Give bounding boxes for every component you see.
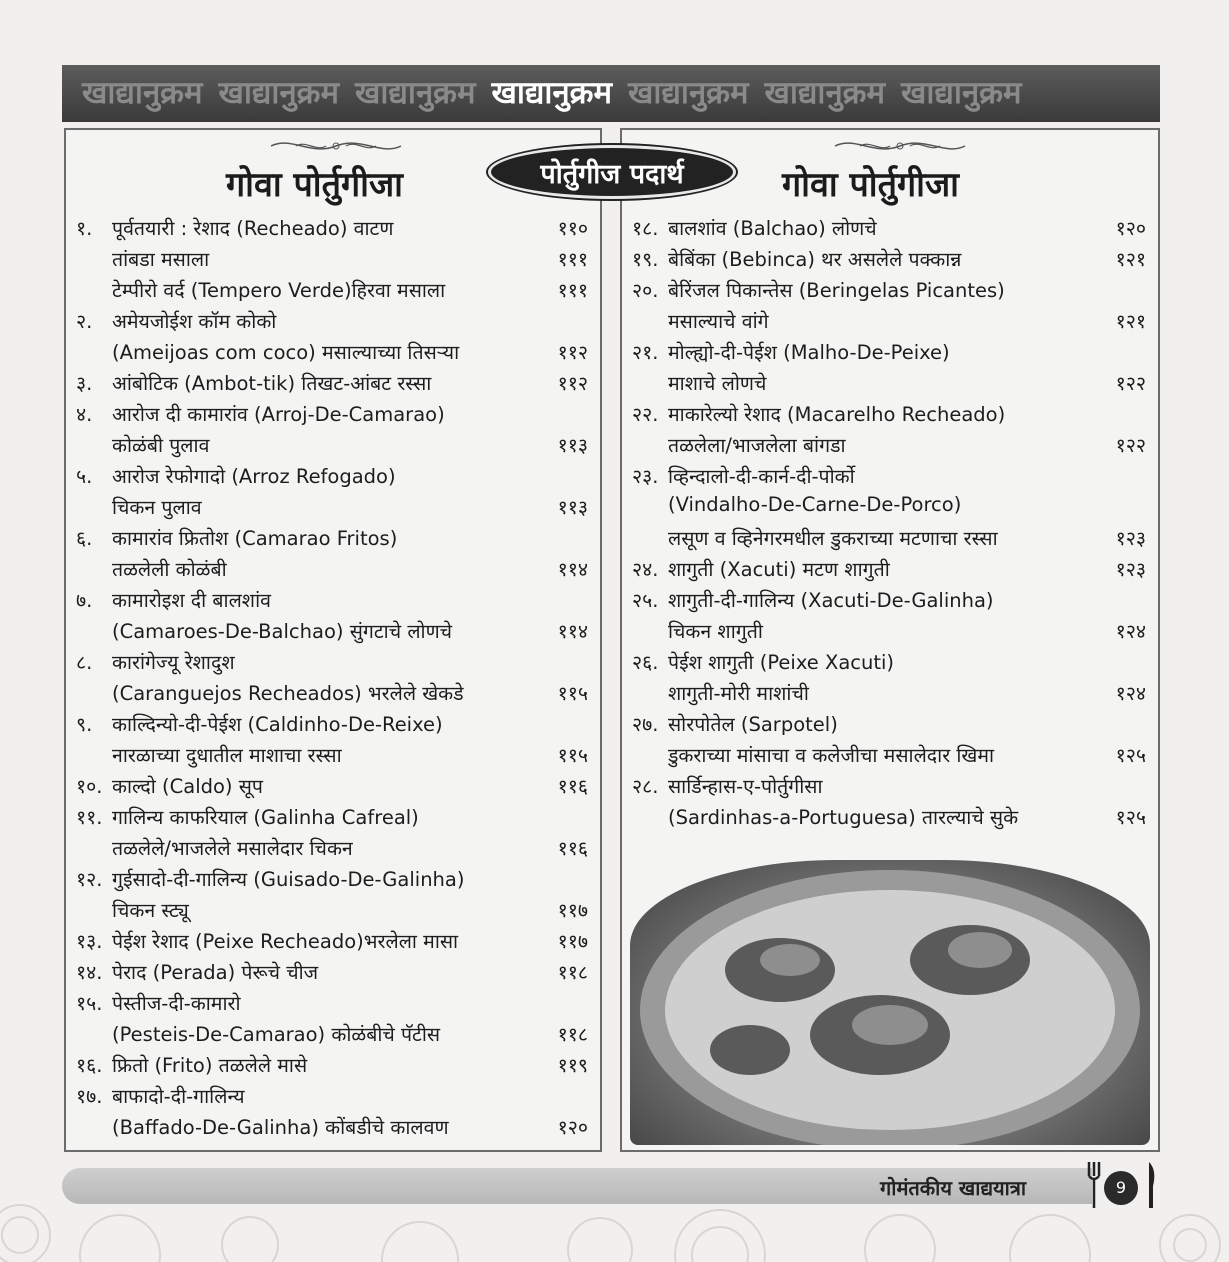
recipe-number: १४. <box>76 961 103 984</box>
recipe-name: शागुती-दी-गालिन्य (Xacuti-De-Galinha) <box>668 589 994 612</box>
recipe-page-number: १२५ <box>1115 744 1146 767</box>
recipe-row <box>632 617 1146 648</box>
recipe-page-number: ११४ <box>557 558 588 581</box>
recipe-row <box>76 958 588 989</box>
recipe-page-number: १२१ <box>1115 248 1146 271</box>
recipe-row <box>632 400 1146 431</box>
recipe-name: पेईश रेशाद (Peixe Recheado)भरलेला मासा <box>112 930 459 953</box>
recipe-row <box>76 555 588 586</box>
recipe-page-number: १२२ <box>1115 372 1146 395</box>
recipe-name: मसाल्याचे वांगे <box>668 310 769 333</box>
recipe-name: काल्दो (Caldo) सूप <box>112 775 263 798</box>
recipe-name: कामारोइश दी बालशांव <box>112 589 271 612</box>
recipe-page-number: ११८ <box>557 1023 588 1046</box>
recipe-page-number: ११७ <box>557 899 588 922</box>
recipe-row <box>76 307 588 338</box>
recipe-name: पूर्वतयारी : रेशाद (Recheado) वाटण <box>112 217 394 240</box>
recipe-page-number: ११२ <box>557 341 588 364</box>
recipe-row <box>76 462 588 493</box>
recipe-name: कामारांव फ्रितोश (Camarao Fritos) <box>112 527 398 550</box>
recipe-name: टेम्पीरो वर्द (Tempero Verde)हिरवा मसाला <box>112 279 446 302</box>
recipe-page-number: ११३ <box>557 496 588 519</box>
recipe-name: काल्दिन्यो-दी-पेईश (Caldinho-De-Reixe) <box>112 713 443 736</box>
recipe-name: बेबिंका (Bebinca) थर असलेले पक्कान्न <box>668 248 962 271</box>
decorative-circles <box>0 1195 1229 1262</box>
recipe-number: २१. <box>632 341 659 364</box>
recipe-row <box>76 865 588 896</box>
recipe-row <box>632 493 1146 524</box>
banner-word: खाद्यानुक्रम <box>82 75 203 111</box>
recipe-name: आरोज रेफोगादो (Arroz Refogado) <box>112 465 396 488</box>
recipe-row <box>76 1020 588 1051</box>
recipe-number: ७. <box>76 589 93 612</box>
recipe-page-number: १११ <box>557 279 588 302</box>
recipe-row <box>632 772 1146 803</box>
recipe-name: मोल्ह्यो-दी-पेईश (Malho-De-Peixe) <box>668 341 950 364</box>
recipe-row <box>632 555 1146 586</box>
recipe-row <box>76 989 588 1020</box>
recipe-page-number: ११६ <box>557 837 588 860</box>
recipe-page-number: ११५ <box>557 682 588 705</box>
recipe-page-number: १२१ <box>1115 310 1146 333</box>
recipe-number: १६. <box>76 1054 103 1077</box>
recipe-name: सार्डिन्हास-ए-पोर्तुगीसा <box>668 775 823 798</box>
recipe-page-number: १२२ <box>1115 434 1146 457</box>
recipe-row <box>76 431 588 462</box>
recipe-number: २४. <box>632 558 659 581</box>
recipe-name: डुकराच्या मांसाचा व कलेजीचा मसालेदार खिमा <box>668 744 995 767</box>
recipe-number: ८. <box>76 651 93 674</box>
recipe-number: २७. <box>632 713 659 736</box>
recipe-number: १२. <box>76 868 103 891</box>
recipe-number: २५. <box>632 589 659 612</box>
recipe-name: (Ameijoas com coco) मसाल्याच्या तिसऱ्या <box>112 341 460 364</box>
recipe-row <box>76 741 588 772</box>
recipe-name: पेराद (Perada) पेरूचे चीज <box>112 961 319 984</box>
recipe-number: ६. <box>76 527 93 550</box>
recipe-row <box>632 338 1146 369</box>
recipe-number: ४. <box>76 403 93 426</box>
recipe-name: शागुती-मोरी माशांची <box>668 682 809 705</box>
left-recipe-list <box>76 214 588 1144</box>
recipe-name: आंबोटिक (Ambot-tik) तिखट-आंबट रस्सा <box>112 372 432 395</box>
recipe-row <box>632 431 1146 462</box>
recipe-page-number: ११४ <box>557 620 588 643</box>
left-panel <box>64 128 602 1152</box>
recipe-row <box>76 586 588 617</box>
recipe-number: २. <box>76 310 93 333</box>
prawn-rice-dish-photo <box>630 860 1150 1145</box>
recipe-name: बालशांव (Balchao) लोणचे <box>668 217 877 240</box>
recipe-number: १७. <box>76 1085 103 1108</box>
recipe-name: (Pesteis-De-Camarao) कोळंबीचे पॅटीस <box>112 1023 441 1046</box>
recipe-name: आरोज दी कामारांव (Arroj-De-Camarao) <box>112 403 445 426</box>
recipe-page-number: १२० <box>1115 217 1146 240</box>
recipe-name: चिकन शागुती <box>668 620 763 643</box>
recipe-row <box>76 896 588 927</box>
book-title: गोमंतकीय खाद्ययात्रा <box>880 1176 1027 1200</box>
recipe-row <box>632 803 1146 834</box>
recipe-row <box>76 803 588 834</box>
recipe-row <box>76 214 588 245</box>
recipe-name: फ्रितो (Frito) तळलेले मासे <box>112 1054 308 1077</box>
recipe-row <box>76 1113 588 1144</box>
banner-word: खाद्यानुक्रम <box>218 75 339 111</box>
recipe-name: तळलेला/भाजलेला बांगडा <box>668 434 846 457</box>
recipe-row <box>76 617 588 648</box>
recipe-page-number: १२३ <box>1115 558 1146 581</box>
recipe-name: (Vindalho-De-Carne-De-Porco) <box>668 493 962 516</box>
recipe-number: २२. <box>632 403 659 426</box>
recipe-name: सोरपोतेल (Sarpotel) <box>668 713 838 736</box>
recipe-row <box>76 400 588 431</box>
recipe-name: चिकन स्ट्यू <box>112 899 189 922</box>
recipe-name: बाफादो-दी-गालिन्य <box>112 1085 245 1108</box>
recipe-page-number: १२३ <box>1115 527 1146 550</box>
recipe-page-number: १११ <box>557 248 588 271</box>
recipe-name: कोळंबी पुलाव <box>112 434 210 457</box>
recipe-row <box>632 245 1146 276</box>
right-panel-title: गोवा पोर्तुगीजा <box>782 165 959 205</box>
recipe-name: (Baffado-De-Galinha) कोंबडीचे कालवण <box>112 1116 449 1139</box>
recipe-page-number: ११३ <box>557 434 588 457</box>
recipe-page-number: ११० <box>557 217 588 240</box>
recipe-name: (Sardinhas-a-Portuguesa) तारल्याचे सुके <box>668 806 1019 829</box>
recipe-page-number: ११२ <box>557 372 588 395</box>
recipe-page-number: ११९ <box>557 1054 588 1077</box>
left-panel-title: गोवा पोर्तुगीजा <box>226 165 403 205</box>
recipe-name: (Camaroes-De-Balchao) सुंगटाचे लोणचे <box>112 620 453 643</box>
recipe-row <box>632 524 1146 555</box>
recipe-name: तळलेली कोळंबी <box>112 558 227 581</box>
recipe-number: २६. <box>632 651 659 674</box>
recipe-row <box>76 369 588 400</box>
recipe-row <box>632 307 1146 338</box>
recipe-row <box>76 648 588 679</box>
recipe-row <box>76 524 588 555</box>
recipe-number: ५. <box>76 465 93 488</box>
recipe-row <box>76 245 588 276</box>
recipe-name: माशाचे लोणचे <box>668 372 767 395</box>
recipe-number: २८. <box>632 775 659 798</box>
recipe-name: बेरिंजल पिकान्तेस (Beringelas Picantes) <box>668 279 1005 302</box>
right-panel <box>620 128 1160 1152</box>
recipe-row <box>76 276 588 307</box>
recipe-page-number: १२५ <box>1115 806 1146 829</box>
recipe-name: चिकन पुलाव <box>112 496 202 519</box>
recipe-name: (Caranguejos Recheados) भरलेले खेकडे <box>112 682 464 705</box>
recipe-row <box>632 741 1146 772</box>
recipe-name: अमेयजोईश कॉम कोको <box>112 310 277 333</box>
recipe-page-number: ११८ <box>557 961 588 984</box>
recipe-name: व्हिन्दालो-दी-कार्न-दी-पोर्को <box>668 465 855 488</box>
recipe-row <box>76 338 588 369</box>
page-number: 9 <box>1104 1171 1138 1205</box>
recipe-name: गालिन्य काफरियाल (Galinha Cafreal) <box>112 806 419 829</box>
recipe-page-number: १२० <box>557 1116 588 1139</box>
recipe-page-number: ११७ <box>557 930 588 953</box>
recipe-row <box>632 648 1146 679</box>
recipe-row <box>76 834 588 865</box>
recipe-name: गुईसादो-दी-गालिन्य (Guisado-De-Galinha) <box>112 868 465 891</box>
recipe-row <box>632 276 1146 307</box>
header-banner <box>62 65 1160 122</box>
recipe-page-number: १२४ <box>1115 620 1146 643</box>
recipe-name: पेईश शागुती (Peixe Xacuti) <box>668 651 895 674</box>
recipe-number: ११. <box>76 806 103 829</box>
recipe-number: ३. <box>76 372 93 395</box>
recipe-row <box>76 1051 588 1082</box>
recipe-page-number: ११५ <box>557 744 588 767</box>
section-label: पोर्तुगीज पदार्थ <box>488 145 736 199</box>
recipe-number: २०. <box>632 279 659 302</box>
banner-word: खाद्यानुक्रम <box>355 75 476 111</box>
recipe-row <box>76 493 588 524</box>
recipe-name: नारळाच्या दुधातील माशाचा रस्सा <box>112 744 342 767</box>
banner-word: खाद्यानुक्रम <box>764 75 885 111</box>
flourish-ornament-icon <box>266 136 406 156</box>
recipe-row <box>76 679 588 710</box>
recipe-row <box>632 369 1146 400</box>
recipe-number: १३. <box>76 930 103 953</box>
recipe-name: शागुती (Xacuti) मटण शागुती <box>668 558 890 581</box>
recipe-name: पेस्तीज-दी-कामारो <box>112 992 241 1015</box>
recipe-name: तळलेले/भाजलेले मसालेदार चिकन <box>112 837 353 860</box>
recipe-number: १५. <box>76 992 103 1015</box>
recipe-name: माकारेल्यो रेशाद (Macarelho Recheado) <box>668 403 1006 426</box>
recipe-number: १०. <box>76 775 103 798</box>
recipe-row <box>76 710 588 741</box>
recipe-page-number: १२४ <box>1115 682 1146 705</box>
recipe-row <box>632 710 1146 741</box>
recipe-row <box>76 927 588 958</box>
flourish-ornament-icon <box>830 136 970 156</box>
right-recipe-list <box>632 214 1146 834</box>
recipe-name: लसूण व व्हिनेगरमधील डुकराच्या मटणाचा रस्सा <box>668 527 998 550</box>
recipe-number: १८. <box>632 217 659 240</box>
recipe-name: कारांगेज्यू रेशादुश <box>112 651 235 674</box>
recipe-row <box>632 462 1146 493</box>
recipe-number: २३. <box>632 465 659 488</box>
recipe-row <box>632 214 1146 245</box>
recipe-number: १९. <box>632 248 659 271</box>
banner-word: खाद्यानुक्रम <box>628 75 749 111</box>
banner-word: खाद्यानुक्रम <box>491 75 612 111</box>
recipe-row <box>76 772 588 803</box>
recipe-row <box>632 679 1146 710</box>
recipe-number: ९. <box>76 713 93 736</box>
recipe-number: १. <box>76 217 93 240</box>
recipe-name: तांबडा मसाला <box>112 248 210 271</box>
banner-word: खाद्यानुक्रम <box>901 75 1022 111</box>
recipe-page-number: ११६ <box>557 775 588 798</box>
recipe-row <box>632 586 1146 617</box>
recipe-row <box>76 1082 588 1113</box>
